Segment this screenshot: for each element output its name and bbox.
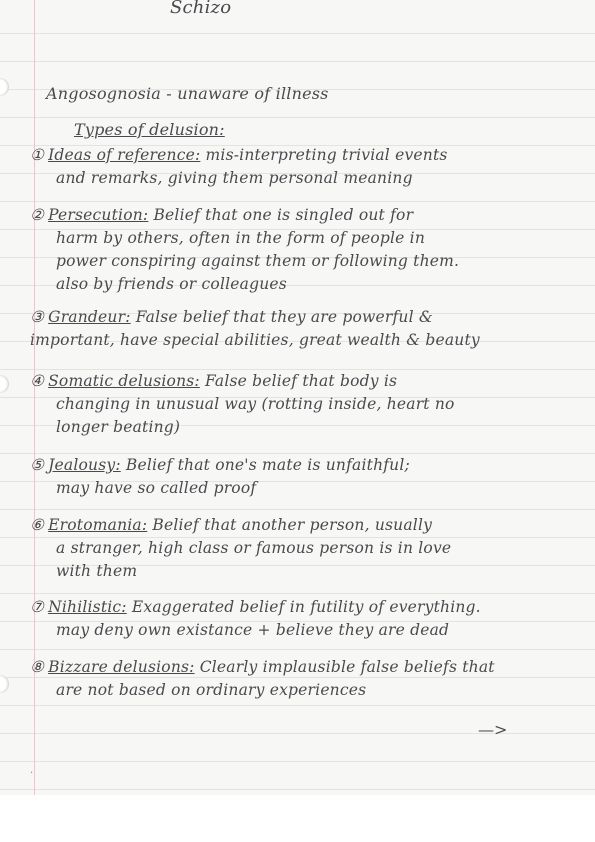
entry-text: Belief that another person, usually — [147, 516, 433, 534]
delusion-entry-persecution — [30, 204, 459, 296]
delusion-entry-nihilistic — [30, 596, 481, 642]
entry-continuation: may deny own existance + believe they are dead — [56, 621, 450, 639]
entry-number: ⑧ — [30, 658, 45, 676]
entry-term: Somatic delusions: — [48, 372, 200, 390]
entry-number: ③ — [30, 308, 45, 326]
continue-arrow-icon: —> — [478, 720, 508, 739]
entry-term: Bizzare delusions: — [48, 658, 195, 676]
entry-text: Belief that one's mate is unfaithful; — [120, 456, 410, 474]
entry-continuation: changing in unusual way (rotting inside, heart no — [56, 395, 455, 413]
delusion-entry-ideas-of-reference — [30, 144, 448, 190]
pencil-mark: · — [30, 768, 34, 779]
entry-number: ⑦ — [30, 598, 45, 616]
binder-hole — [0, 375, 9, 393]
entry-continuation: important, have special abilities, great wealth & beauty — [30, 331, 480, 349]
entry-term: Nihilistic: — [48, 598, 127, 616]
entry-number: ⑥ — [30, 516, 45, 534]
entry-continuation: harm by others, often in the form of people in — [56, 229, 425, 247]
entry-number: ① — [30, 146, 45, 164]
binder-hole — [0, 675, 9, 693]
entry-continuation: a stranger, high class or famous person is in love — [56, 539, 452, 557]
entry-number: ④ — [30, 372, 45, 390]
entry-continuation: power conspiring against them or following them. — [56, 252, 460, 270]
delusion-entry-grandeur — [30, 306, 480, 352]
delusion-entry-jealousy — [30, 454, 410, 500]
delusion-entry-somatic — [30, 370, 455, 439]
section-heading: Types of delusion: — [74, 120, 225, 139]
entry-number: ② — [30, 206, 45, 224]
delusion-entry-bizarre — [30, 656, 495, 702]
entry-text: False belief that body is — [199, 372, 398, 390]
page-title: Schizo — [170, 0, 232, 18]
entry-term: Jealousy: — [48, 456, 121, 474]
intro-line: Angosognosia - unaware of illness — [46, 84, 329, 103]
entry-continuation: longer beating) — [56, 418, 181, 436]
entry-text: Belief that one is singled out for — [148, 206, 414, 224]
entry-text: mis-interpreting trivial events — [200, 146, 448, 164]
entry-continuation: may have so called proof — [56, 479, 257, 497]
entry-term: Erotomania: — [48, 516, 148, 534]
entry-text: False belief that they are powerful & — [130, 308, 433, 326]
entry-continuation: with them — [56, 562, 138, 580]
entry-text: Exaggerated belief in futility of everything. — [126, 598, 481, 616]
entry-term: Ideas of reference: — [48, 146, 201, 164]
entry-continuation: are not based on ordinary experiences — [56, 681, 367, 699]
entry-continuation: also by friends or colleagues — [56, 275, 287, 293]
entry-number: ⑤ — [30, 456, 45, 474]
delusion-entry-erotomania — [30, 514, 451, 583]
entry-term: Persecution: — [48, 206, 149, 224]
entry-text: Clearly implausible false beliefs that — [194, 658, 495, 676]
binder-hole — [0, 78, 9, 96]
entry-continuation: and remarks, giving them personal meaning — [56, 169, 413, 187]
scan-border — [0, 795, 595, 842]
entry-term: Grandeur: — [48, 308, 131, 326]
